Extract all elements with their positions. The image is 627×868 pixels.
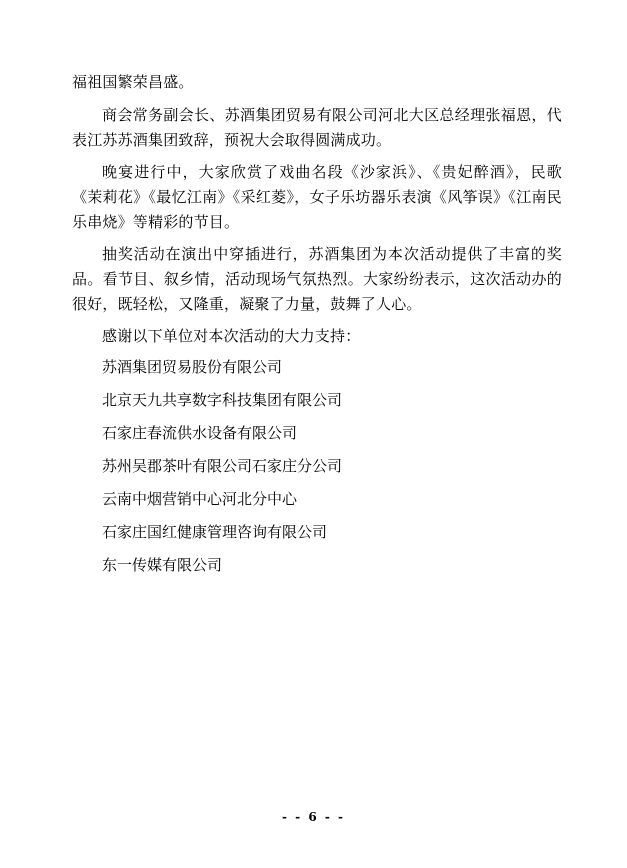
paragraph-continuation: 福祖国繁荣昌盛。 xyxy=(72,73,194,91)
paragraph-speech: 商会常务副会长、苏酒集团贸易有限公司河北大区总经理张福恩，代表江苏苏酒集团致辞，预祝大会取得圆满成功。 xyxy=(72,106,562,149)
paragraph-lottery: 抽奖活动在演出中穿插进行，苏酒集团为本次活动提供了丰富的奖品。看节目、叙乡情，活动现场气氛热烈。大家纷纷表示，这次活动办的很好，既轻松，又隆重，凝聚了力量，鼓舞了人心。 xyxy=(72,245,562,313)
sponsor-item: 苏酒集团贸易股份有限公司 xyxy=(102,358,283,376)
sponsor-item: 石家庄国红健康管理咨询有限公司 xyxy=(102,523,328,541)
sponsor-list xyxy=(72,355,562,578)
sponsor-item: 北京天九共享数字科技集团有限公司 xyxy=(102,391,343,409)
paragraph-banquet-program: 晚宴进行中，大家欣赏了戏曲名段《沙家浜》、《贵妃醉酒》，民歌《茉莉花》《最忆江南》《采红菱》，女子乐坊器乐表演《风筝误》《江南民乐串烧》等精彩的节目。 xyxy=(72,163,562,231)
paragraph-thanks: 感谢以下单位对本次活动的大力支持： xyxy=(102,327,361,345)
sponsor-item: 云南中烟营销中心河北分中心 xyxy=(102,490,298,508)
document-page xyxy=(72,70,562,586)
sponsor-item: 东一传媒有限公司 xyxy=(102,556,223,574)
page-number: - - 6 - - xyxy=(282,810,345,824)
sponsor-item: 苏州吴郡茶叶有限公司石家庄分公司 xyxy=(102,457,343,475)
sponsor-item: 石家庄春流供水设备有限公司 xyxy=(102,424,298,442)
